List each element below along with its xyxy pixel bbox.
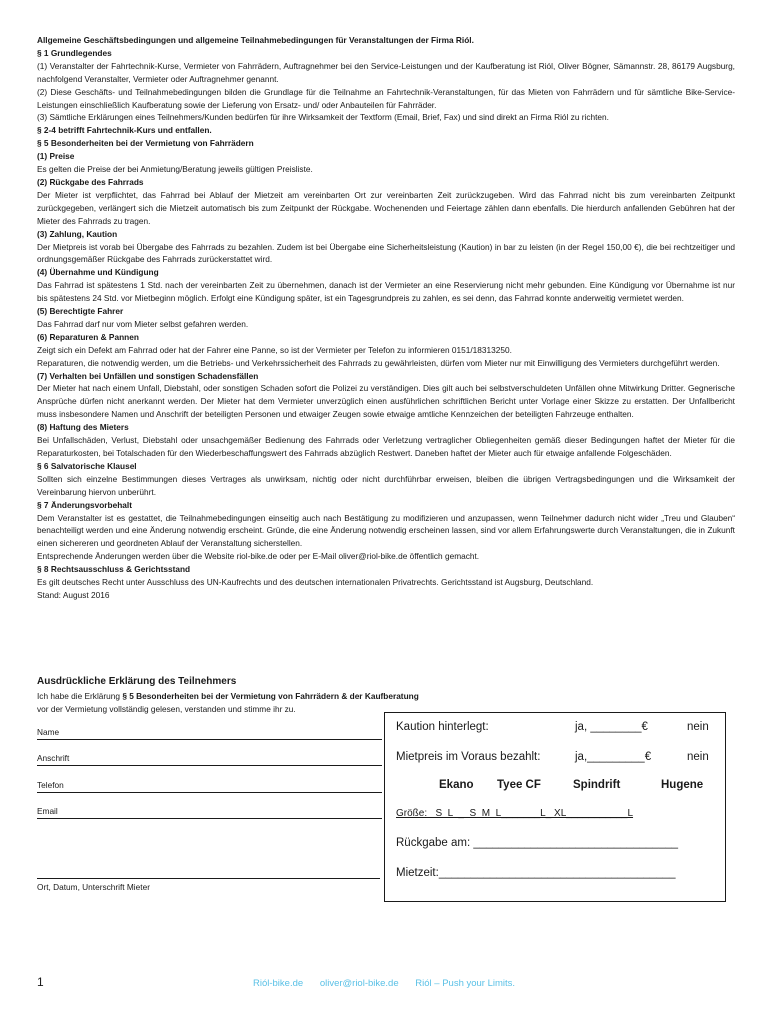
terms-heading: § 6 Salvatorische Klausel [37, 460, 137, 471]
name-field[interactable] [37, 727, 382, 740]
model-hugene[interactable]: Hugene [661, 779, 704, 791]
terms-paragraph: Das Fahrrad darf nur vom Mieter selbst gefahren werden. [37, 318, 249, 329]
mietpreis-nein[interactable]: nein [687, 751, 709, 763]
declaration-line-2: vor der Vermietung vollständig gelesen, verstanden und stimme ihr zu. [37, 703, 296, 714]
declaration-title: Ausdrückliche Erklärung des Teilnehmers [37, 676, 237, 687]
terms-paragraph: Das Fahrrad ist spätestens 1 Std. nach der vereinbarten Zeit zu übernehmen, danach ist der Vermieter an eine Reservierung nicht mehr gebunden. Eine Kündigung vor Übernahme ist nur bis spätestens 24 Std. vor Mietbeginn möglich. Erfolgt eine Kündigung später, ist ein Tagesgrundpreis zu zahlen, es sei denn, das Fahrrad konnte anderweitig vermietet werden. [37, 280, 735, 304]
email-label: Email [37, 806, 58, 816]
kaution-nein[interactable]: nein [687, 721, 709, 733]
telefon-label: Telefon [37, 780, 64, 790]
terms-paragraph: Der Mieter ist verpflichtet, das Fahrrad bei Ablauf der Mietzeit am vereinbarten Ort zur vereinbarten Zeit zurückzugeben. Wird das Fahrrad nicht bis zum vereinbarten Zeitpunkt zurückgegeben, verlängert sich die Mietzeit automatisch bis zum Zeitpunkt der Rückgabe. Wochenenden und Feiertage zählen dann ebenfalls. Die hierdurch anfallenden Gebühren hat der Mieter des Fahrrads zu tragen. [37, 189, 735, 226]
model-ekano[interactable]: Ekano [439, 779, 474, 791]
model-spindrift[interactable]: Spindrift [573, 779, 621, 791]
email-field[interactable] [37, 806, 382, 819]
terms-paragraph: (1) Veranstalter der Fahrtechnik-Kurse, Vermieter von Fahrrädern, Auftragnehmer bei den Service-Leistungen und der Kaufberatung ist Riól, Oliver Bögner, Sämannstr. 28, 86179 Augsburg, nachfolgend Veranstalter, Vermieter oder Auftragnehmer genannt. [37, 60, 735, 84]
terms-paragraph: Es gilt deutsches Recht unter Ausschluss des UN-Kaufrechts und des deutschen internationalen Privatrechts. Gerichtsstand ist Augsburg, Deutschland. [37, 577, 594, 588]
terms-paragraph: Reparaturen, die notwendig werden, um die Betriebs- und Verkehrssicherheit des Fahrrads zu gewährleisten, dürfen vom Mieter nur mit Einwilligung des Vermieters durchgeführt werden. [37, 357, 720, 368]
terms-heading: § 5 Besonderheiten bei der Vermietung von Fahrrädern [37, 138, 254, 149]
terms-paragraph: Sollten sich einzelne Bestimmungen dieses Vertrages als unwirksam, nichtig oder nicht durchführbar erweisen, bleiben die übrigen Vertragsbedingungen und die Wirksamkeit der Vereinbarung hiervon unberührt. [37, 473, 735, 497]
terms-paragraph: (3) Sämtliche Erklärungen eines Teilnehmers/Kunden bedürfen für ihre Wirksamkeit der Textform (Email, Brief, Fax) und sind direkt an Firma Riól zu richten. [37, 112, 609, 123]
terms-paragraph: Der Mietpreis ist vorab bei Übergabe des Fahrrads zu bezahlen. Zudem ist bei Übergabe eine Sicherheitsleistung (Kaution) in bar zu leisten (in der Regel 150,00 €), die bei rechtzeitiger und ordnungsgemäßer Rückgabe des Fahrrads zurückerstattet wird. [37, 241, 735, 265]
terms-paragraph: Es gelten die Preise der bei Anmietung/Beratung jeweils gültigen Preisliste. [37, 164, 313, 175]
signature-line[interactable] [37, 878, 380, 879]
terms-section [37, 34, 735, 602]
terms-paragraph: Entsprechende Änderungen werden über die Website riol-bike.de oder per E-Mail oliver@riol-bike.de öffentlich gemacht. [37, 551, 480, 562]
footer-email-link[interactable]: oliver@riol-bike.de [319, 978, 399, 989]
terms-heading: (8) Haftung des Mieters [37, 422, 129, 433]
terms-heading: (7) Verhalten bei Unfällen und sonstigen Schadensfällen [37, 370, 259, 381]
terms-paragraph: (2) Diese Geschäfts- und Teilnahmebedingungen bilden die Grundlage für die Teilnahme an Fahrtechnik-Veranstaltungen, für das Mieten von Fahrrädern und für sämtliche Bike-Service-Leistungen einschließlich Kaufberatung sowie der Lieferung von Ersatz- und/ oder Anbauteilen für Fahrräder. [37, 86, 735, 110]
terms-paragraph: Bei Unfallschäden, Verlust, Diebstahl oder unsachgemäßer Bedienung des Fahrrads oder Verletzung vertraglicher Obliegenheiten gemäß dieser Bedingungen haftet der Mieter für die Reparaturkosten, bei Totalschaden für den Wiederbeschaffungswert des Fahrrads abzüglich Restwert. Daneben haftet der Mieter auch für etwaige anfallende Folgeschäden. [37, 435, 735, 458]
kaution-label: Kaution hinterlegt: [396, 721, 489, 733]
anschrift-field[interactable] [37, 753, 382, 766]
mietzeit-row[interactable]: Mietzeit:_____________________________________ [396, 867, 676, 879]
terms-heading: (5) Berechtigte Fahrer [37, 306, 124, 317]
mietpreis-label: Mietpreis im Voraus bezahlt: [396, 751, 541, 763]
terms-heading: (4) Übernahme und Kündigung [37, 267, 159, 278]
terms-heading: (2) Rückgabe des Fahrrads [37, 176, 144, 187]
kaution-ja[interactable]: ja, ________€ [575, 721, 648, 733]
footer [253, 978, 529, 989]
mietpreis-ja[interactable]: ja,_________€ [575, 751, 652, 763]
signature-label: Ort, Datum, Unterschrift Mieter [37, 882, 150, 892]
name-label: Name [37, 727, 60, 737]
model-tyee-cf[interactable]: Tyee CF [497, 779, 541, 791]
terms-heading: § 1 Grundlegendes [37, 47, 112, 58]
groesse-row[interactable]: Größe: S L _ S M L_______L_ XL___________L [396, 808, 634, 819]
terms-heading: (3) Zahlung, Kaution [37, 228, 118, 239]
anschrift-label: Anschrift [37, 753, 70, 763]
terms-heading: (1) Preise [37, 151, 75, 162]
terms-heading: § 2-4 betrifft Fahrtechnik-Kurs und entfallen. [37, 125, 212, 136]
terms-heading: (6) Reparaturen & Pannen [37, 331, 139, 342]
declaration-line-1: Ich habe die Erklärung § 5 Besonderheiten bei der Vermietung von Fahrrädern & der Kaufberatung [37, 691, 419, 701]
terms-paragraph: Der Mieter hat nach einem Unfall, Diebstahl, oder sonstigen Schaden sofort die Polizei zu verständigen. Dies gilt auch bei selbstverschuldeten Unfällen ohne Mitwirkung Dritter. Gegnerische Ansprüche dürfen nicht anerkannt werden. Der Mieter hat dem Vermieter unverzüglich einen ausführlichen schriftlichen Bericht unter Vorlage einer Skizze zu erstatten. Der Unfallbericht muss insbesondere Namen und Anschrift der beteiligten Personen und etwaiger Zeugen sowie etwaige amtliche Kennzeichen der beteiligten Fahrzeuge enthalten. [37, 383, 735, 420]
terms-heading: Allgemeine Geschäftsbedingungen und allgemeine Teilnahmebedingungen für Veranstaltungen der Firma Riól. [37, 35, 474, 45]
terms-heading: § 8 Rechtsausschluss & Gerichtsstand [37, 564, 191, 575]
footer-site-link[interactable]: Riól-bike.de [253, 978, 304, 989]
terms-paragraph: Zeigt sich ein Defekt am Fahrrad oder hat der Fahrer eine Panne, so ist der Vermieter per Telefon zu informieren 0151/18313250. [37, 344, 512, 355]
telefon-field[interactable] [37, 780, 382, 793]
terms-paragraph: Stand: August 2016 [37, 589, 110, 600]
terms-paragraph: Dem Veranstalter ist es gestattet, die Teilnahmebedingungen einseitig auch nach Bestätigung zu modifizieren und anzupassen, wenn Teilnehmer dadurch nicht wider „Treu und Glauben“ benachteiligt werden und eine Änderung notwendig erscheint. Gründe, die eine Änderung notwendig erscheinen lassen, sind vor allem Erfahrungswerte durch Veranstaltungen, die in Zukunft einen sichereren und geordneten Ablauf der Veranstaltung sicherstellen. [37, 512, 735, 549]
rueckgabe-row[interactable]: Rückgabe am: ________________________________ [396, 837, 679, 849]
terms-heading: § 7 Änderungsvorbehalt [37, 499, 132, 510]
rental-info-box [384, 712, 726, 902]
declaration-section [37, 676, 735, 715]
page-number: 1 [37, 975, 44, 989]
footer-slogan: Riól – Push your Limits. [415, 978, 516, 989]
